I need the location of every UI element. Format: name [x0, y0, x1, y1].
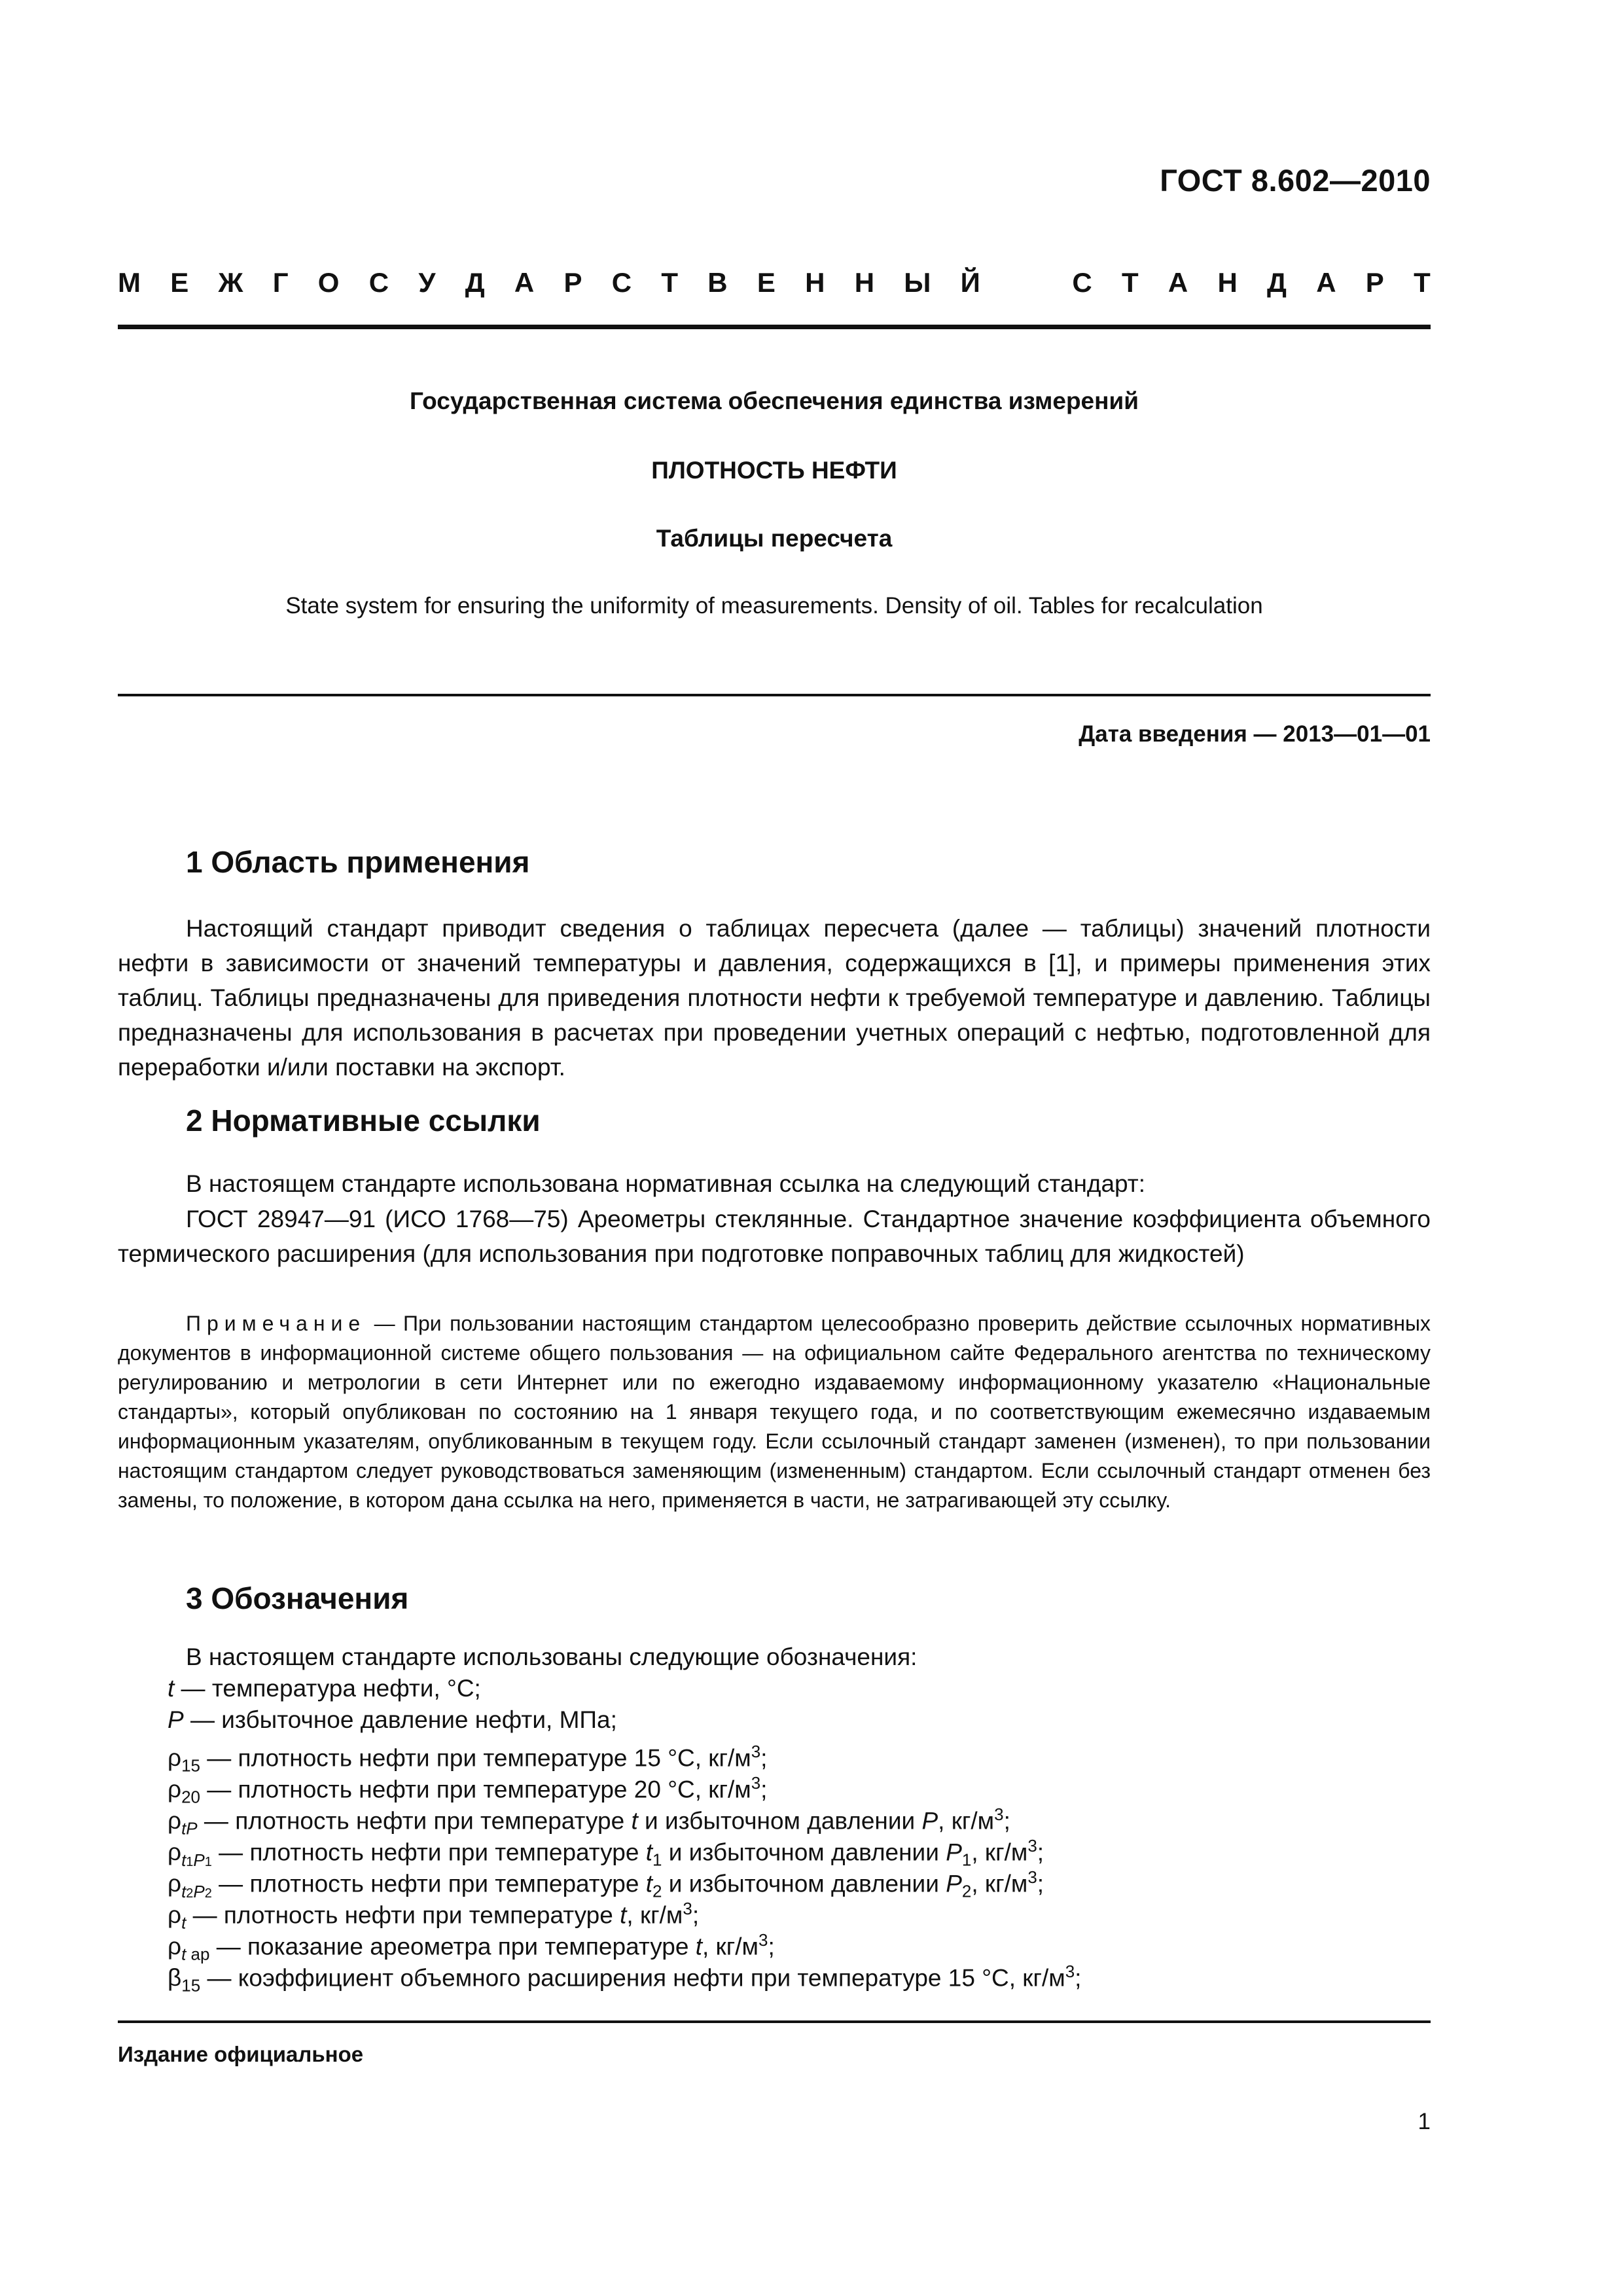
footer-divider — [118, 2020, 1431, 2023]
section-1-heading: 1 Область применения — [186, 845, 530, 879]
symbol-description: — плотность нефти при температуре — [211, 1870, 646, 1897]
symbol-description: — коэффициент объемного расширения нефти при температуре 15 °С, кг/м — [200, 1964, 1065, 1992]
banner-letter: О — [317, 267, 340, 298]
symbol-description: — избыточное давление нефти, МПа; — [183, 1706, 617, 1733]
section-2-note — [118, 1309, 1431, 1515]
banner-letter: Т — [1414, 267, 1431, 298]
variable-index: 1 — [652, 1850, 662, 1870]
variable: t — [645, 1870, 652, 1897]
variable: P — [946, 1839, 962, 1866]
section-2-intro: В настоящем стандарте использована нормативная ссылка на следующий стандарт: — [186, 1170, 1146, 1197]
symbol-description: и избыточном давлении — [662, 1839, 946, 1866]
symbol-subscript: 20 — [181, 1787, 200, 1807]
subscript-index: 1 — [204, 1854, 212, 1869]
symbol-description: , кг/м — [938, 1807, 995, 1835]
banner-letter: А — [1168, 267, 1188, 298]
title-divider — [118, 694, 1431, 696]
symbol-description: , кг/м — [971, 1870, 1028, 1897]
symbol-row-rhot2p2 — [168, 1861, 1444, 1901]
variable-index: 1 — [961, 1850, 972, 1870]
banner-letter: У — [418, 267, 436, 298]
symbol-description: — плотность нефти при температуре — [211, 1839, 646, 1866]
banner-letter: Е — [170, 267, 189, 298]
variable-index: 2 — [652, 1881, 662, 1901]
unit-exponent: 3 — [1027, 1836, 1037, 1856]
symbol: ρ — [168, 1744, 182, 1772]
banner-letter: А — [1316, 267, 1336, 298]
page-number: 1 — [1418, 2109, 1431, 2134]
punctuation: ; — [760, 1776, 768, 1803]
official-edition-label: Издание официальное — [118, 2042, 364, 2066]
symbol-description: и избыточном давлении — [637, 1807, 922, 1835]
unit-exponent: 3 — [1027, 1867, 1037, 1887]
subscript-index: 2 — [204, 1886, 212, 1901]
symbol-description: — плотность нефти при температуре 15 °С, кг/м — [200, 1744, 751, 1772]
unit-exponent: 3 — [1065, 1962, 1075, 1981]
system-title: Государственная система обеспечения единства измерений — [410, 387, 1139, 414]
subscript-index: 2 — [186, 1886, 194, 1901]
symbol-description: , кг/м — [971, 1839, 1028, 1866]
unit-exponent: 3 — [758, 1930, 768, 1950]
symbol: t — [168, 1675, 175, 1702]
gost-code: ГОСТ 8.602—2010 — [1160, 163, 1431, 198]
symbol-row-rho20 — [168, 1767, 1444, 1807]
section-2-reference: ГОСТ 28947—91 (ИСО 1768—75) Ареометры стеклянные. Стандартное значение коэффициента объемного термического расширения (для использования при подготовке поправочных таблиц для жидкостей) — [118, 1206, 1431, 1267]
banner-letter: М — [118, 267, 141, 298]
punctuation: ; — [760, 1744, 768, 1772]
subscript-part: P — [193, 1881, 205, 1901]
symbol-subscript: tP — [181, 1818, 198, 1839]
symbol-description: — плотность нефти при температуре 20 °С, кг/м — [200, 1776, 751, 1803]
banner-letter: Н — [854, 267, 875, 298]
symbol: P — [168, 1706, 184, 1733]
interstate-standard-banner — [118, 267, 1431, 298]
note-label: Примечание — [186, 1312, 366, 1335]
banner-letter: Ы — [904, 267, 931, 298]
symbol-description: — температура нефти, °С; — [174, 1675, 481, 1702]
symbol-row-rhotp — [168, 1799, 1444, 1839]
symbol-row-rhot1p1 — [168, 1830, 1444, 1870]
symbol-subscript: 15 — [181, 1975, 201, 1996]
banner-letter: С — [368, 267, 389, 298]
symbol-subscript: 15 — [181, 1755, 200, 1776]
banner-letter: Н — [805, 267, 825, 298]
symbol-description: — плотность нефти при температуре — [186, 1901, 620, 1929]
banner-letter: Е — [757, 267, 776, 298]
punctuation: ; — [1075, 1964, 1082, 1992]
banner-letter: Р — [563, 267, 582, 298]
symbol: ρ — [168, 1901, 182, 1929]
unit-exponent: 3 — [683, 1899, 692, 1918]
symbols-list — [168, 1641, 1444, 1996]
symbol: β — [168, 1964, 182, 1992]
introduction-date: Дата введения — 2013—01—01 — [1079, 721, 1431, 747]
symbol-row-p — [168, 1704, 1444, 1736]
symbol-row-rhotap — [168, 1924, 1444, 1964]
punctuation: ; — [1003, 1807, 1010, 1835]
banner-letter: Т — [1121, 267, 1139, 298]
symbol: ρ — [168, 1933, 182, 1960]
symbol-description: и избыточном давлении — [662, 1870, 946, 1897]
symbol: ρ — [168, 1870, 182, 1897]
note-text: — При пользовании настоящим стандартом целесообразно проверить действие ссылочных нормативных документов в информационной системе общего пользования — на официальном сайте Федерального агентства по техническому регулированию и метрологии в сети Интернет или по ежегодно издаваемому информационному указателю «Национальные стандарты», который опубликован по состоянию на 1 января текущего года, и по соответствующим ежемесячно издаваемым информационным указателям, опубликованным в текущем году. Если ссылочный стандарт заменен (изменен), то при пользовании настоящим стандартом следует руководствоваться заменяющим (измененным) стандартом. Если ссылочный стандарт отменен без замены, то положение, в котором дана ссылка на него, применяется в части, не затрагивающей эту ссылку. — [118, 1312, 1431, 1512]
english-title: State system for ensuring the uniformity of measurements. Density of oil. Tables for recalculation — [285, 593, 1263, 619]
banner-letter: Д — [465, 267, 485, 298]
punctuation: ; — [1037, 1870, 1044, 1897]
document-title: ПЛОТНОСТЬ НЕФТИ — [651, 457, 897, 484]
punctuation: ; — [1037, 1839, 1044, 1866]
symbol: ρ — [168, 1776, 182, 1803]
banner-letter: Р — [1365, 267, 1384, 298]
banner-letter: Г — [272, 267, 289, 298]
symbol-description: — показание ареометра при температуре — [209, 1933, 696, 1960]
banner-letter: Ж — [218, 267, 243, 298]
section-2-heading: 2 Нормативные ссылки — [186, 1103, 541, 1138]
symbol: ρ — [168, 1839, 182, 1866]
symbol: ρ — [168, 1807, 182, 1835]
variable: P — [921, 1807, 938, 1835]
variable-index: 2 — [961, 1881, 972, 1901]
banner-letter: А — [514, 267, 535, 298]
variable: t — [645, 1839, 652, 1866]
variable: t — [695, 1933, 702, 1960]
banner-letter: Т — [661, 267, 678, 298]
subscript-part: ар — [186, 1944, 210, 1964]
symbol-row-beta15 — [168, 1956, 1444, 1996]
subscript-index: 1 — [186, 1854, 194, 1869]
banner-letter: С — [1072, 267, 1092, 298]
section-1-text: Настоящий стандарт приводит сведения о таблицах пересчета (далее — таблицы) значений плотности нефти в зависимости от значений температуры и давления, содержащихся в [1], и примеры применения этих таблиц. Таблицы предназначены для приведения плотности нефти к требуемой температуре и давлению. Таблицы предназначены для использования в расчетах при проведении учетных операций с нефтью, подготовленной для переработки и/или поставки на экспорт. — [118, 915, 1431, 1081]
unit-exponent: 3 — [994, 1804, 1004, 1824]
punctuation: ; — [768, 1933, 775, 1960]
symbol-row-rhot — [168, 1893, 1444, 1933]
section-3-heading: 3 Обозначения — [186, 1581, 409, 1615]
symbol-row-rho15 — [168, 1736, 1444, 1776]
symbol-description: — плотность нефти при температуре — [197, 1807, 632, 1835]
banner-letter: В — [707, 267, 728, 298]
unit-exponent: 3 — [751, 1773, 761, 1793]
variable: t — [631, 1807, 638, 1835]
banner-letter: Д — [1267, 267, 1287, 298]
variable: t — [620, 1901, 627, 1929]
banner-letter: С — [611, 267, 632, 298]
banner-letter: Н — [1217, 267, 1238, 298]
subscript-part: t — [181, 1850, 187, 1870]
subscript-part: P — [193, 1850, 205, 1870]
subscript-part: t — [181, 1881, 187, 1901]
punctuation: ; — [692, 1901, 700, 1929]
header-divider — [118, 325, 1431, 329]
variable: P — [946, 1870, 962, 1897]
symbol-description: , кг/м — [702, 1933, 758, 1960]
document-subtitle: Таблицы пересчета — [656, 525, 893, 552]
symbol-row-t — [168, 1673, 1444, 1704]
symbol-description: , кг/м — [626, 1901, 683, 1929]
subscript-part: t — [181, 1944, 187, 1964]
symbols-intro: В настоящем стандарте использованы следующие обозначения: — [186, 1643, 918, 1670]
unit-exponent: 3 — [751, 1742, 761, 1761]
banner-letter: Й — [960, 267, 980, 298]
symbol-subscript: t — [181, 1912, 187, 1933]
